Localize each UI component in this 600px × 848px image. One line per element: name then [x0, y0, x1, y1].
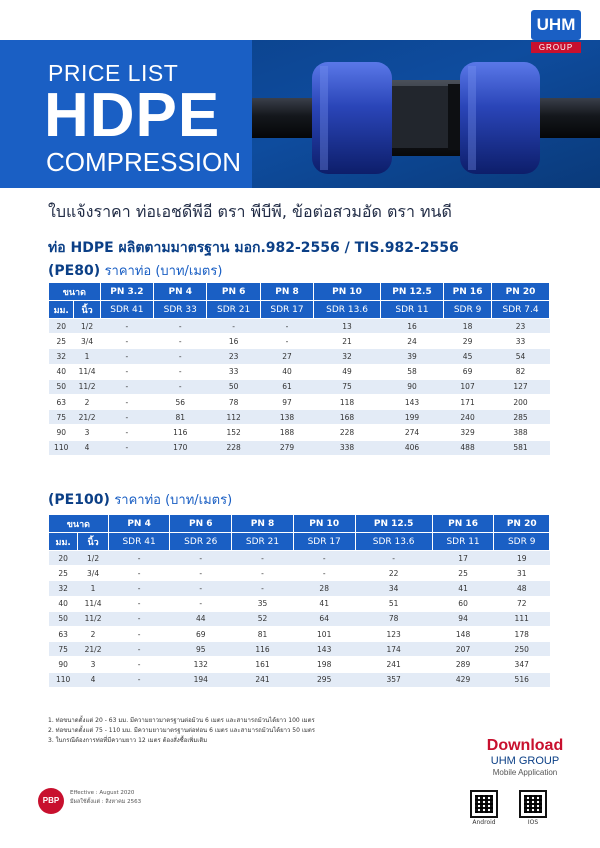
- price-cell: 19: [494, 551, 550, 566]
- pe80-sublabel: ราคาท่อ (บาท/เมตร): [104, 264, 223, 279]
- size-mm-cell: 110: [49, 672, 78, 687]
- price-cell: -: [108, 642, 170, 657]
- price-cell: -: [232, 566, 294, 581]
- table-row: [49, 657, 550, 672]
- pn-header: PN 20: [494, 515, 550, 533]
- price-cell: 279: [260, 440, 313, 455]
- price-cell: 23: [207, 349, 260, 364]
- price-cell: 61: [260, 379, 313, 394]
- price-cell: 78: [355, 611, 432, 626]
- download-app: Mobile Application: [492, 768, 558, 777]
- price-cell: 41: [293, 596, 355, 611]
- price-cell: 81: [232, 626, 294, 641]
- pn-header: PN 8: [232, 515, 294, 533]
- price-cell: -: [154, 334, 207, 349]
- price-cell: 27: [260, 349, 313, 364]
- sdr-header: SDR 41: [100, 301, 153, 319]
- price-cell: -: [108, 672, 170, 687]
- price-cell: -: [154, 379, 207, 394]
- pn-header: PN 6: [207, 283, 260, 301]
- size-inch-cell: 3: [74, 425, 100, 440]
- price-cell: 174: [355, 642, 432, 657]
- size-mm-cell: 90: [49, 657, 78, 672]
- table-row: [49, 349, 550, 364]
- logo-top-text: UHM: [531, 10, 581, 40]
- price-cell: 148: [432, 626, 494, 641]
- price-cell: 75: [314, 379, 381, 394]
- size-mm-cell: 32: [49, 581, 78, 596]
- pipe-fitting-image: [252, 40, 600, 188]
- pn-header: PN 6: [170, 515, 232, 533]
- price-cell: 116: [154, 425, 207, 440]
- price-cell: -: [293, 551, 355, 566]
- pe100-label: [48, 489, 232, 510]
- price-cell: 199: [380, 410, 443, 425]
- price-cell: 488: [444, 440, 492, 455]
- size-mm-cell: 20: [49, 319, 74, 334]
- sdr-header: SDR 13.6: [355, 533, 432, 551]
- price-cell: 178: [494, 626, 550, 641]
- pn-header: PN 8: [260, 283, 313, 301]
- price-cell: -: [100, 425, 153, 440]
- size-inch-cell: 3/4: [78, 566, 108, 581]
- sdr-header: SDR 33: [154, 301, 207, 319]
- price-cell: 241: [355, 657, 432, 672]
- banner-line1: PRICE LIST: [48, 60, 179, 86]
- price-cell: -: [260, 319, 313, 334]
- pn-header: PN 4: [108, 515, 170, 533]
- price-cell: 241: [232, 672, 294, 687]
- price-cell: 94: [432, 611, 494, 626]
- price-cell: 28: [293, 581, 355, 596]
- price-cell: 285: [492, 410, 550, 425]
- ios-label: IOS: [527, 819, 539, 826]
- price-cell: 111: [494, 611, 550, 626]
- sdr-header: SDR 17: [293, 533, 355, 551]
- effective-value: : August 2020: [95, 790, 135, 796]
- sdr-header: SDR 21: [232, 533, 294, 551]
- price-cell: 338: [314, 440, 381, 455]
- inch-header: นิ้ว: [78, 533, 108, 551]
- size-mm-cell: 25: [49, 566, 78, 581]
- price-cell: 32: [314, 349, 381, 364]
- sdr-header: SDR 9: [494, 533, 550, 551]
- price-cell: 295: [293, 672, 355, 687]
- pe80-price-table: [48, 282, 550, 456]
- pn-header: PN 4: [154, 283, 207, 301]
- table-row: [49, 642, 550, 657]
- price-cell: -: [170, 581, 232, 596]
- download-section: [470, 737, 580, 777]
- note-3: 3. ในกรณีต้องการท่อที่มีความยาว 12 เมตร ต้องสั่งซื้อเพิ่มเติม: [48, 737, 208, 744]
- price-cell: 17: [432, 551, 494, 566]
- pn-header: PN 12.5: [380, 283, 443, 301]
- price-cell: -: [170, 551, 232, 566]
- price-cell: 18: [444, 319, 492, 334]
- size-mm-cell: 40: [49, 596, 78, 611]
- price-cell: 21: [314, 334, 381, 349]
- price-cell: 16: [380, 319, 443, 334]
- size-inch-cell: 4: [78, 672, 108, 687]
- mm-header: มม.: [49, 533, 78, 551]
- pe80-label: [48, 260, 222, 281]
- pe80-title: (PE80): [48, 263, 101, 279]
- pn-header: PN 16: [444, 283, 492, 301]
- price-cell: 194: [170, 672, 232, 687]
- table-row: [49, 596, 550, 611]
- sdr-header: SDR 7.4: [492, 301, 550, 319]
- price-cell: 56: [154, 394, 207, 409]
- table-row: [49, 364, 550, 379]
- price-cell: 13: [314, 319, 381, 334]
- table-row: [49, 379, 550, 394]
- price-cell: 33: [492, 334, 550, 349]
- price-cell: 152: [207, 425, 260, 440]
- sdr-header: SDR 11: [432, 533, 494, 551]
- uhm-group-logo: [531, 10, 581, 54]
- table-row: [49, 394, 550, 409]
- price-cell: 274: [380, 425, 443, 440]
- price-cell: 198: [293, 657, 355, 672]
- price-cell: 23: [492, 319, 550, 334]
- price-cell: 35: [232, 596, 294, 611]
- price-cell: 581: [492, 440, 550, 455]
- price-cell: -: [108, 626, 170, 641]
- pn-header: PN 16: [432, 515, 494, 533]
- table-row: [49, 611, 550, 626]
- banner-line2: HDPE: [44, 81, 221, 150]
- title-box: [0, 40, 252, 188]
- price-cell: -: [100, 440, 153, 455]
- price-cell: -: [154, 349, 207, 364]
- size-mm-cell: 75: [49, 410, 74, 425]
- pn-header: PN 3.2: [100, 283, 153, 301]
- size-mm-cell: 63: [49, 394, 74, 409]
- size-mm-cell: 110: [49, 440, 74, 455]
- price-cell: -: [154, 364, 207, 379]
- table-row: [49, 581, 550, 596]
- price-cell: -: [100, 319, 153, 334]
- price-cell: 48: [494, 581, 550, 596]
- thai-effective-value: : สิงหาคม 2563: [101, 799, 142, 805]
- sdr-header: SDR 21: [207, 301, 260, 319]
- price-cell: 25: [432, 566, 494, 581]
- price-cell: 516: [494, 672, 550, 687]
- note-1: 1. ท่อขนาดตั้งแต่ 20 - 63 มม. มีความยาวมาตรฐานต่อม้วน 6 เมตร และสามารถม้วนได้ยาว 100 เมตร: [48, 717, 315, 724]
- table-row: [49, 334, 550, 349]
- size-header: ขนาด: [49, 515, 109, 533]
- size-inch-cell: 3: [78, 657, 108, 672]
- price-cell: 168: [314, 410, 381, 425]
- price-cell: 40: [260, 364, 313, 379]
- price-cell: 107: [444, 379, 492, 394]
- price-cell: 82: [492, 364, 550, 379]
- size-inch-cell: 1/2: [74, 319, 100, 334]
- price-cell: -: [100, 379, 153, 394]
- banner-line3: COMPRESSION: [46, 147, 242, 177]
- size-inch-cell: 11/2: [78, 611, 108, 626]
- size-inch-cell: 2: [74, 394, 100, 409]
- size-mm-cell: 75: [49, 642, 78, 657]
- note-2: 2. ท่อขนาดตั้งแต่ 75 - 110 มม. มีความยาวมาตรฐานต่อท่อน 6 เมตร และสามารถม้วนได้ยาว 50 เมตร: [48, 727, 315, 734]
- pn-header: PN 10: [314, 283, 381, 301]
- size-mm-cell: 25: [49, 334, 74, 349]
- price-cell: 69: [444, 364, 492, 379]
- price-cell: -: [100, 394, 153, 409]
- pe100-title: (PE100): [48, 492, 110, 508]
- price-cell: -: [355, 551, 432, 566]
- price-cell: 188: [260, 425, 313, 440]
- price-cell: -: [260, 334, 313, 349]
- effective-label: Effective: [70, 790, 94, 796]
- notes: [48, 716, 315, 746]
- price-cell: 52: [232, 611, 294, 626]
- price-cell: 58: [380, 364, 443, 379]
- table-row: [49, 440, 550, 455]
- mm-header: มม.: [49, 301, 74, 319]
- price-cell: 388: [492, 425, 550, 440]
- price-cell: 64: [293, 611, 355, 626]
- size-inch-cell: 21/2: [74, 410, 100, 425]
- size-inch-cell: 21/2: [78, 642, 108, 657]
- size-mm-cell: 20: [49, 551, 78, 566]
- price-cell: 69: [170, 626, 232, 641]
- price-cell: 228: [207, 440, 260, 455]
- size-inch-cell: 1: [78, 581, 108, 596]
- price-cell: -: [100, 349, 153, 364]
- table-row: [49, 319, 550, 334]
- table-row: [49, 626, 550, 641]
- inch-header: นิ้ว: [74, 301, 100, 319]
- size-inch-cell: 3/4: [74, 334, 100, 349]
- price-cell: 41: [432, 581, 494, 596]
- price-cell: 143: [380, 394, 443, 409]
- price-cell: 39: [380, 349, 443, 364]
- price-cell: 60: [432, 596, 494, 611]
- price-cell: 357: [355, 672, 432, 687]
- price-cell: 24: [380, 334, 443, 349]
- price-cell: 228: [314, 425, 381, 440]
- price-cell: -: [170, 566, 232, 581]
- price-cell: 200: [492, 394, 550, 409]
- size-mm-cell: 40: [49, 364, 74, 379]
- pe100-sublabel: ราคาท่อ (บาท/เมตร): [114, 493, 233, 508]
- price-cell: -: [108, 596, 170, 611]
- price-cell: 138: [260, 410, 313, 425]
- pn-header: PN 20: [492, 283, 550, 301]
- price-cell: -: [170, 596, 232, 611]
- price-cell: 81: [154, 410, 207, 425]
- table-row: [49, 672, 550, 687]
- sdr-header: SDR 41: [108, 533, 170, 551]
- pe80-pn-header-row: [49, 283, 550, 301]
- price-cell: -: [207, 319, 260, 334]
- price-cell: 95: [170, 642, 232, 657]
- ios-qr-code[interactable]: [519, 790, 547, 818]
- effective-date: [70, 789, 141, 807]
- price-cell: 406: [380, 440, 443, 455]
- pe100-sdr-header-row: [49, 533, 550, 551]
- price-cell: 329: [444, 425, 492, 440]
- price-cell: 45: [444, 349, 492, 364]
- thai-effective-label: มีผลใช้ตั้งแต่: [70, 799, 101, 805]
- price-cell: -: [108, 566, 170, 581]
- size-mm-cell: 32: [49, 349, 74, 364]
- logo-bottom-text: GROUP: [531, 42, 581, 53]
- price-cell: 29: [444, 334, 492, 349]
- pn-header: PN 10: [293, 515, 355, 533]
- price-cell: -: [232, 551, 294, 566]
- pbp-logo: PBP: [38, 788, 64, 814]
- price-cell: -: [108, 581, 170, 596]
- table-row: [49, 410, 550, 425]
- price-cell: 90: [380, 379, 443, 394]
- price-cell: 161: [232, 657, 294, 672]
- price-cell: 171: [444, 394, 492, 409]
- price-cell: 72: [494, 596, 550, 611]
- price-cell: 22: [355, 566, 432, 581]
- size-inch-cell: 11/2: [74, 379, 100, 394]
- price-cell: 429: [432, 672, 494, 687]
- price-cell: -: [108, 657, 170, 672]
- size-mm-cell: 90: [49, 425, 74, 440]
- table-row: [49, 551, 550, 566]
- price-cell: 143: [293, 642, 355, 657]
- size-mm-cell: 50: [49, 611, 78, 626]
- price-cell: -: [108, 551, 170, 566]
- price-cell: -: [232, 581, 294, 596]
- sdr-header: SDR 11: [380, 301, 443, 319]
- price-cell: 123: [355, 626, 432, 641]
- price-cell: -: [100, 334, 153, 349]
- sdr-header: SDR 9: [444, 301, 492, 319]
- size-inch-cell: 4: [74, 440, 100, 455]
- header-banner: [0, 40, 600, 188]
- price-cell: 118: [314, 394, 381, 409]
- price-cell: 34: [355, 581, 432, 596]
- price-cell: -: [100, 410, 153, 425]
- price-cell: 51: [355, 596, 432, 611]
- price-cell: 132: [170, 657, 232, 672]
- section-title: ท่อ HDPE ผลิตตามมาตรฐาน มอก.982-2556 / TIS.982-2556: [48, 240, 459, 256]
- price-cell: 49: [314, 364, 381, 379]
- price-cell: 112: [207, 410, 260, 425]
- price-cell: 33: [207, 364, 260, 379]
- price-cell: 207: [432, 642, 494, 657]
- price-cell: 54: [492, 349, 550, 364]
- table-row: [49, 566, 550, 581]
- sdr-header: SDR 26: [170, 533, 232, 551]
- price-cell: 127: [492, 379, 550, 394]
- price-cell: -: [108, 611, 170, 626]
- price-cell: -: [293, 566, 355, 581]
- price-cell: 240: [444, 410, 492, 425]
- pe100-pn-header-row: [49, 515, 550, 533]
- price-cell: 31: [494, 566, 550, 581]
- price-cell: 44: [170, 611, 232, 626]
- download-brand: UHM GROUP: [490, 755, 560, 767]
- size-inch-cell: 1: [74, 349, 100, 364]
- pe80-sdr-header-row: [49, 301, 550, 319]
- size-inch-cell: 2: [78, 626, 108, 641]
- table-row: [49, 425, 550, 440]
- size-inch-cell: 1/2: [78, 551, 108, 566]
- android-qr-code[interactable]: [470, 790, 498, 818]
- price-cell: 16: [207, 334, 260, 349]
- size-mm-cell: 50: [49, 379, 74, 394]
- price-cell: -: [100, 364, 153, 379]
- price-cell: 50: [207, 379, 260, 394]
- price-cell: 116: [232, 642, 294, 657]
- price-cell: 250: [494, 642, 550, 657]
- download-title: Download: [486, 737, 564, 754]
- sdr-header: SDR 17: [260, 301, 313, 319]
- price-cell: 101: [293, 626, 355, 641]
- price-cell: 170: [154, 440, 207, 455]
- price-cell: -: [154, 319, 207, 334]
- price-cell: 78: [207, 394, 260, 409]
- size-header: ขนาด: [49, 283, 101, 301]
- price-cell: 289: [432, 657, 494, 672]
- size-mm-cell: 63: [49, 626, 78, 641]
- price-cell: 347: [494, 657, 550, 672]
- sdr-header: SDR 13.6: [314, 301, 381, 319]
- pn-header: PN 12.5: [355, 515, 432, 533]
- size-inch-cell: 11/4: [78, 596, 108, 611]
- subtitle: ใบแจ้งราคา ท่อเอชดีพีอี ตรา พีบีพี, ข้อต่อสวมอัด ตรา ทนดี: [48, 202, 452, 221]
- android-label: Android: [472, 819, 496, 826]
- pe100-price-table: [48, 514, 550, 688]
- size-inch-cell: 11/4: [74, 364, 100, 379]
- price-cell: 97: [260, 394, 313, 409]
